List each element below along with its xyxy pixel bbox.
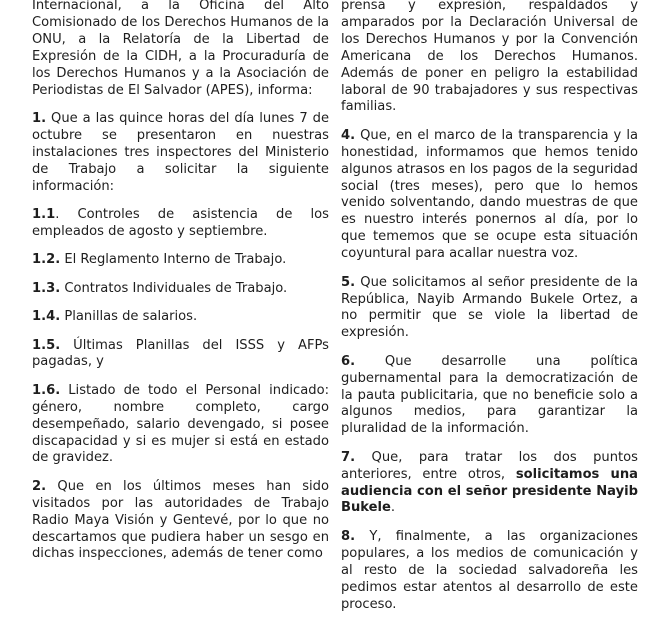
right-column [341,0,638,625]
item-7-end: . [390,500,396,516]
item-4-text: Que, en el marco de la transparencia y la honestidad, informamos que hemos tenido algunos atrasos en los pagos de la seguridad social (tres meses), pero que lo hemos venido solventando, dando muestras de que es nuestro interés ponernos al día, por lo que tememos que se ocupe esta situación coyuntural para acallar nuestra voz. [341,127,638,262]
item-5-text: Que solicitamos al señor presidente de la República, Nayib Armando Bukele Ortez, a no permitir que se viole la libertad de expresión. [341,274,638,341]
item-1 [32,111,329,196]
item-7-text: Que, para tratar los dos puntos anteriores, entre otros, [341,449,638,482]
item-1-3 [32,281,329,298]
item-4-number: 4. [341,127,356,143]
item-1-6 [32,383,329,468]
item-2-number: 2. [32,478,47,494]
continuation-paragraph [341,0,638,116]
item-1-1 [32,207,329,241]
item-8-text: Y, finalmente, a las organizaciones populares, a los medios de comunicación y al resto de la sociedad salvadoreña les pedimos estar atentos al desarrollo de este proceso. [341,528,638,612]
item-1-5-number: 1.5. [32,337,61,353]
item-1-3-text: Contratos Individuales de Trabajo. [60,280,288,296]
item-1-5-text: Últimas Planillas del ISSS y AFPs pagadas, y [32,337,329,370]
item-8 [341,529,638,614]
item-1-5 [32,338,329,372]
continuation-text: prensa y expresión, respaldados y amparados por la Declaración Universal de los Derechos Humanos y por la Convención Americana de los Derechos Humanos. Además de poner en peligro la estabilidad laboral de 90 trabajadores y sus respectivas familias. [341,0,638,115]
left-column [32,0,329,575]
item-1-3-number: 1.3. [32,280,61,296]
item-7-bold-text: solicitamos una audiencia con el señor presidente Nayib Bukele [341,466,638,516]
item-6-text: Que desarrolle una política gubernamental para la democratización de la pauta publicitaria, que no beneficie solo a algunos medios, para garantizar la pluralidad de la información. [341,353,638,437]
item-5-number: 5. [341,274,356,290]
item-6 [341,354,638,439]
item-1-4-number: 1.4. [32,309,61,325]
item-1-text: Que a las quince horas del día lunes 7 de octubre se presentaron en nuestras instalaciones tres inspectores del Ministerio de Trabajo a solicitar la siguiente información: [32,110,329,194]
item-1-2 [32,252,329,269]
intro-text: Internacional, a la Oficina del Alto Comisionado de los Derechos Humanos de la ONU, a la Relatoría de la Libertad de Expresión de la CIDH, a la Procuraduría de los Derechos Humanos y a la Asociación de Periodistas de El Salvador (APES), informa: [32,0,329,98]
item-1-1-number: 1.1 [32,206,56,222]
item-1-number: 1. [32,110,47,126]
item-1-4-text: Planillas de salarios. [60,309,198,325]
item-7-number: 7. [341,449,356,465]
item-1-6-text: Listado de todo el Personal indicado: género, nombre completo, cargo desempeñado, salario devengado, si posee discapacidad y si es mujer si está en estado de gravidez. [32,382,329,466]
item-1-1-text: . Controles de asistencia de los empleados de agosto y septiembre. [32,206,329,239]
item-7 [341,450,638,518]
intro-paragraph [32,0,329,99]
item-1-2-number: 1.2. [32,252,61,268]
item-2 [32,479,329,564]
item-5 [341,275,638,343]
item-4 [341,128,638,263]
item-1-6-number: 1.6. [32,382,61,398]
item-6-number: 6. [341,353,356,369]
item-2-text: Que en los últimos meses han sido visitados por las autoridades de Trabajo Radio Maya Visión y Gentevé, por lo que no descartamos que pudiera haber un sesgo en dichas inspecciones, además de tener como [32,478,329,562]
item-1-4 [32,309,329,326]
item-8-number: 8. [341,528,356,544]
item-1-2-text: El Reglamento Interno de Trabajo. [60,252,287,268]
